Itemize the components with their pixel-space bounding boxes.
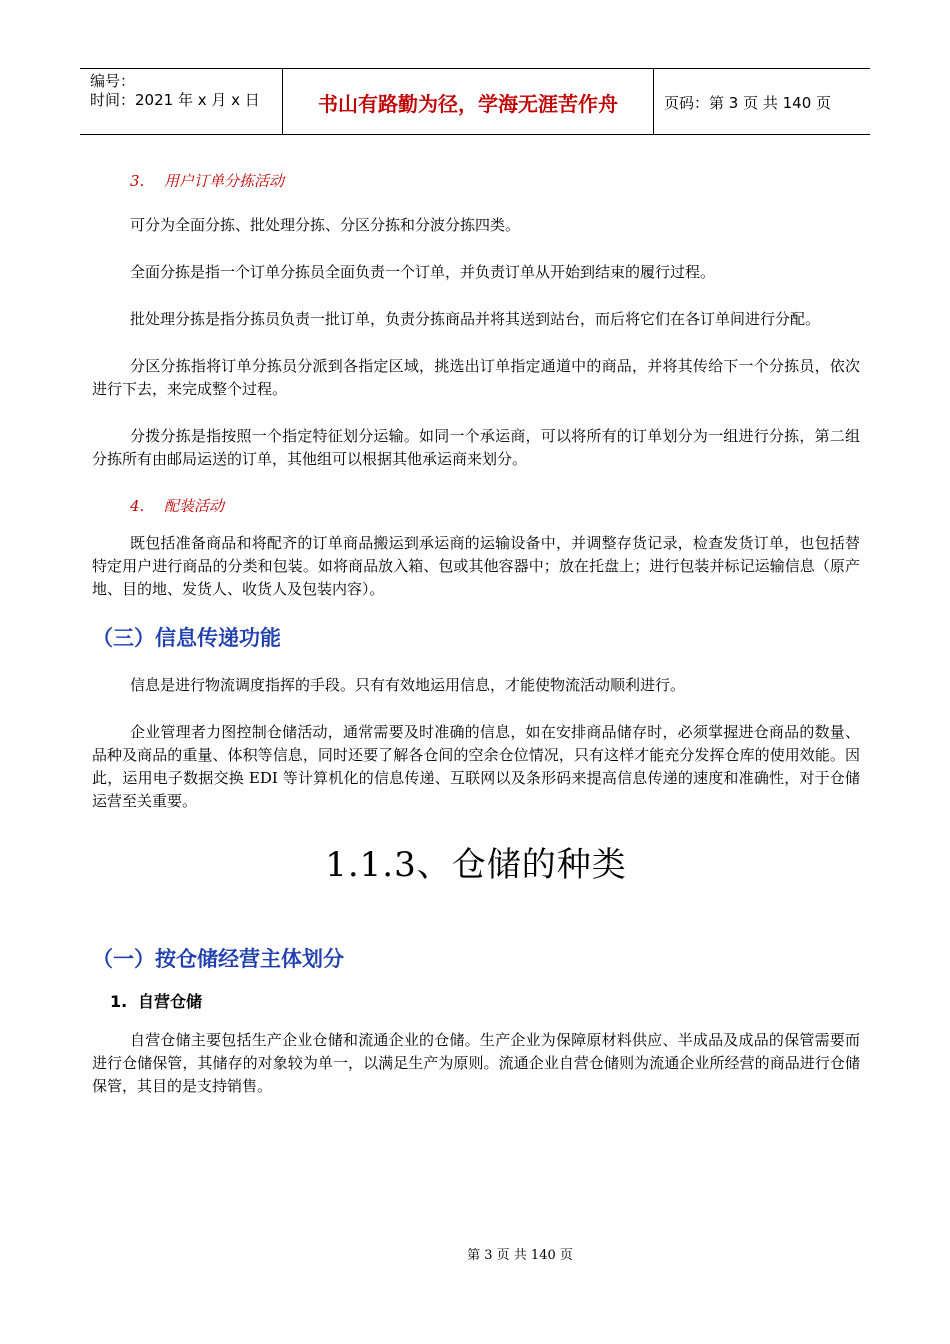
- header-motto-cell: [282, 69, 654, 134]
- paragraph: 既包括准备商品和将配齐的订单商品搬运到承运商的运输设备中，并调整存货记录，检查发货订单，也包括替特定用户进行商品的分类和包装。如将商品放入箱、包或其他容器中；放在托盘上；进行包装并标记运输信息（原产地、目的地、发货人、收货人及包装内容）。: [92, 534, 860, 598]
- page-number-label: 页码：第 3 页 共 140 页: [664, 94, 832, 112]
- page-header: [80, 68, 870, 135]
- item-title: 自营仓储: [138, 992, 203, 1011]
- serial-label: 编号：: [90, 72, 136, 90]
- time-label: 时间：2021 年 x 月 x 日: [90, 91, 260, 109]
- subsection-3-title: 用户订单分拣活动: [164, 172, 285, 190]
- chapter-heading-types: 1.1.3、仓储的种类: [325, 845, 627, 885]
- paragraph: 批处理分拣是指分拣员负责一批订单，负责分拣商品并将其送到站台，而后将它们在各订单间进行分配。: [130, 310, 821, 328]
- document-body: [92, 160, 860, 1098]
- section-heading-info: （三）信息传递功能: [92, 626, 281, 650]
- paragraph: 自营仓储主要包括生产企业仓储和流通企业的仓储。生产企业为保障原材料供应、半成品及成品的保管需要而进行仓储保管，其储存的对象较为单一，以满足生产为原则。流通企业自营仓储则为流通企业所经营的商品进行仓储保管，其目的是支持销售。: [92, 1031, 860, 1095]
- subsection-4-title: 配装活动: [164, 497, 225, 515]
- motto: 书山有路勤为径，学海无涯苦作舟: [318, 92, 618, 116]
- paragraph: 分区分拣指将订单分拣员分派到各指定区域，挑选出订单指定通道中的商品，并将其传给下一个分拣员，依次进行下去，来完成整个过程。: [92, 357, 860, 398]
- paragraph: 信息是进行物流调度指挥的手段。只有有效地运用信息，才能使物流活动顺利进行。: [130, 676, 686, 694]
- page-footer: 第 3 页 共 140 页: [467, 1248, 573, 1263]
- subsection-4-heading: [92, 495, 860, 518]
- header-info-cell: [80, 69, 282, 134]
- paragraph: 全面分拣是指一个订单分拣员全面负责一个订单，并负责订单从开始到结束的履行过程。: [130, 263, 716, 281]
- paragraph: 分拨分拣是指按照一个指定特征划分运输。如同一个承运商，可以将所有的订单划分为一组进行分拣，第二组分拣所有由邮局运送的订单，其他组可以根据其他承运商来划分。: [92, 427, 860, 468]
- subsection-3-number: 3.: [130, 172, 145, 190]
- subsection-4-number: 4.: [130, 497, 145, 515]
- item-heading: [92, 991, 860, 1013]
- item-number: 1.: [110, 992, 128, 1011]
- header-page-cell: [654, 69, 870, 134]
- subsection-3-heading: [92, 170, 860, 193]
- paragraph: 企业管理者力图控制仓储活动，通常需要及时准确的信息，如在安排商品储存时，必须掌握进仓商品的数量、品种及商品的重量、体积等信息，同时还要了解各仓间的空余仓位情况，只有这样才能充分发挥仓库的使用效能。因此，运用电子数据交换 EDI 等计算机化的信息传递、互联网以及条形码来提高信息传递的速度和准确性，对于仓储运营至关重要。: [92, 723, 860, 810]
- section-heading-owner: （一）按仓储经营主体划分: [92, 947, 344, 971]
- paragraph: 可分为全面分拣、批处理分拣、分区分拣和分波分拣四类。: [130, 216, 521, 234]
